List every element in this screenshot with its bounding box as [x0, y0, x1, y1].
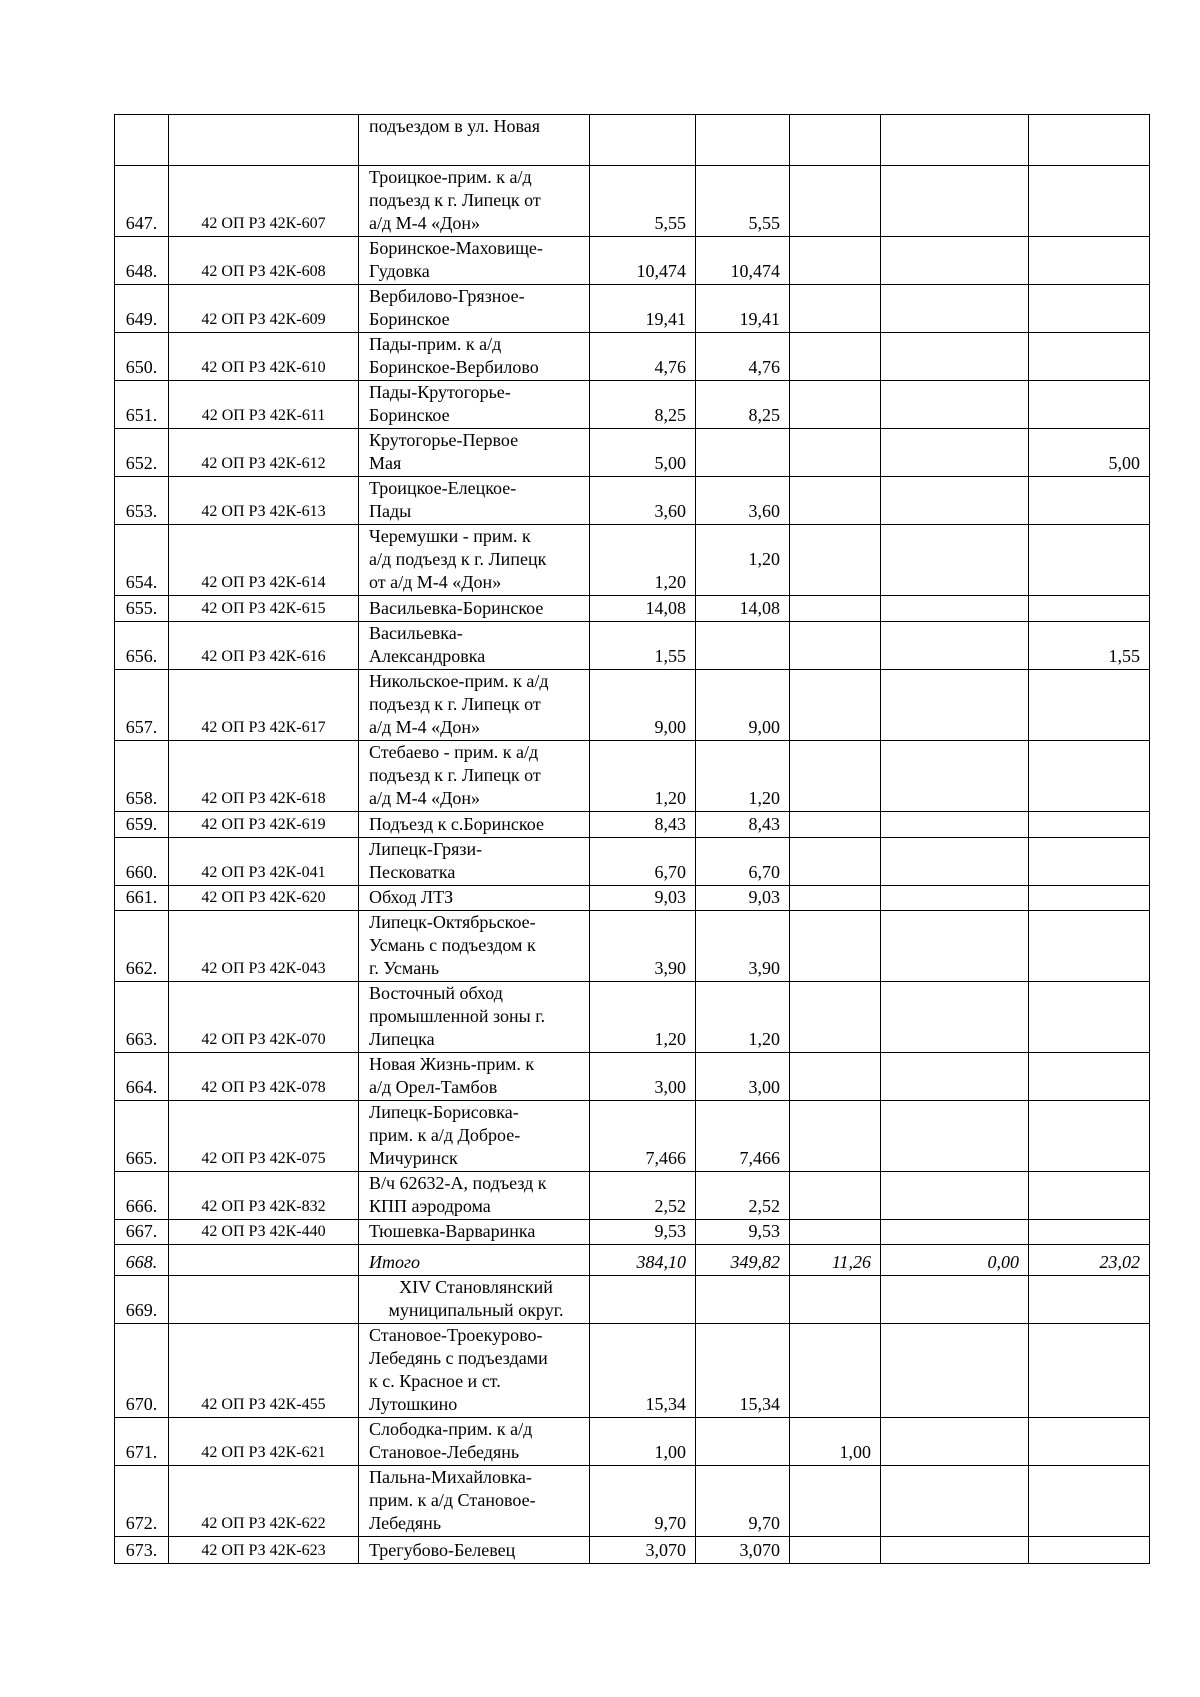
length-column-5-cell — [1029, 982, 1150, 1053]
length-column-5-cell — [1029, 1276, 1150, 1324]
row-number-cell: 656. — [115, 622, 169, 670]
length-column-2-cell: 1,20 — [696, 525, 790, 596]
length-column-2-cell: 15,34 — [696, 1324, 790, 1418]
road-name-cell: Стебаево - прим. к а/д подъезд к г. Липецк от а/д М-4 «Дон» — [359, 741, 590, 812]
length-column-3-cell — [790, 381, 881, 429]
row-number-cell: 673. — [115, 1537, 169, 1564]
length-column-4-cell — [881, 1220, 1029, 1245]
length-total-cell: 5,00 — [590, 429, 696, 477]
length-total-cell: 4,76 — [590, 333, 696, 381]
length-column-2-cell: 1,20 — [696, 982, 790, 1053]
length-column-5-cell — [1029, 115, 1150, 166]
length-column-3-cell — [790, 812, 881, 838]
length-column-2-cell: 2,52 — [696, 1172, 790, 1220]
table-row — [115, 622, 1150, 670]
length-total-cell: 7,466 — [590, 1101, 696, 1172]
length-column-5-cell — [1029, 285, 1150, 333]
road-name-cell: Троицкое-прим. к а/д подъезд к г. Липецк от а/д М-4 «Дон» — [359, 166, 590, 237]
length-total-cell: 384,10 — [590, 1245, 696, 1276]
length-total-cell: 1,20 — [590, 982, 696, 1053]
road-name-cell: Восточный обход промышленной зоны г. Липецка — [359, 982, 590, 1053]
road-id-code-cell: 42 ОП РЗ 42К-041 — [169, 838, 359, 886]
length-column-3-cell — [790, 285, 881, 333]
length-column-3-cell — [790, 429, 881, 477]
length-column-3-cell — [790, 911, 881, 982]
length-column-3-cell — [790, 1220, 881, 1245]
length-total-cell: 6,70 — [590, 838, 696, 886]
length-column-4-cell — [881, 838, 1029, 886]
length-column-4-cell — [881, 982, 1029, 1053]
row-number-cell: 672. — [115, 1466, 169, 1537]
row-number-cell: 652. — [115, 429, 169, 477]
road-name-cell: Боринское-Маховище- Гудовка — [359, 237, 590, 285]
table-row — [115, 285, 1150, 333]
length-column-3-cell — [790, 525, 881, 596]
length-column-3-cell — [790, 1053, 881, 1101]
road-name-cell: Новая Жизнь-прим. к а/д Орел-Тамбов — [359, 1053, 590, 1101]
length-column-5-cell — [1029, 477, 1150, 525]
length-column-3-cell — [790, 166, 881, 237]
length-total-cell: 14,08 — [590, 596, 696, 622]
road-name-cell: Пады-прим. к а/д Боринское-Вербилово — [359, 333, 590, 381]
length-column-2-cell: 6,70 — [696, 838, 790, 886]
length-total-cell: 1,20 — [590, 525, 696, 596]
road-id-code-cell: 42 ОП РЗ 42К-616 — [169, 622, 359, 670]
length-column-3-cell — [790, 1537, 881, 1564]
length-column-4-cell — [881, 429, 1029, 477]
length-column-4-cell — [881, 1276, 1029, 1324]
length-column-4-cell — [881, 1418, 1029, 1466]
table-row — [115, 1245, 1150, 1276]
road-id-code-cell: 42 ОП РЗ 42К-621 — [169, 1418, 359, 1466]
row-number-cell: 664. — [115, 1053, 169, 1101]
length-total-cell — [590, 1276, 696, 1324]
road-id-code-cell: 42 ОП РЗ 42К-614 — [169, 525, 359, 596]
length-column-5-cell: 5,00 — [1029, 429, 1150, 477]
row-number-cell: 669. — [115, 1276, 169, 1324]
table-row — [115, 1276, 1150, 1324]
length-column-4-cell — [881, 1466, 1029, 1537]
road-name-cell: Троицкое-Елецкое- Пады — [359, 477, 590, 525]
table-row — [115, 381, 1150, 429]
road-id-code-cell: 42 ОП РЗ 42К-618 — [169, 741, 359, 812]
length-total-cell: 3,60 — [590, 477, 696, 525]
road-id-code-cell: 42 ОП РЗ 42К-610 — [169, 333, 359, 381]
row-number-cell: 661. — [115, 886, 169, 911]
length-column-5-cell — [1029, 1053, 1150, 1101]
length-column-3-cell — [790, 237, 881, 285]
length-total-cell: 19,41 — [590, 285, 696, 333]
road-id-code-cell: 42 ОП РЗ 42К-607 — [169, 166, 359, 237]
table-row — [115, 166, 1150, 237]
length-column-4-cell — [881, 670, 1029, 741]
length-column-2-cell: 9,00 — [696, 670, 790, 741]
length-column-5-cell — [1029, 1466, 1150, 1537]
length-total-cell: 9,70 — [590, 1466, 696, 1537]
road-name-cell: Пальна-Михайловка- прим. к а/д Становое- Лебедянь — [359, 1466, 590, 1537]
road-name-cell: Подъезд к с.Боринское — [359, 812, 590, 838]
length-column-4-cell — [881, 237, 1029, 285]
table-row — [115, 1053, 1150, 1101]
road-name-cell: Черемушки - прим. к а/д подъезд к г. Липецк от а/д М-4 «Дон» — [359, 525, 590, 596]
length-total-cell: 3,90 — [590, 911, 696, 982]
row-number-cell: 651. — [115, 381, 169, 429]
length-column-4-cell — [881, 741, 1029, 812]
road-name-cell: Липецк-Грязи- Песковатка — [359, 838, 590, 886]
length-column-3-cell — [790, 1172, 881, 1220]
table-row — [115, 1220, 1150, 1245]
row-number-cell: 660. — [115, 838, 169, 886]
length-column-5-cell — [1029, 237, 1150, 285]
length-column-3-cell — [790, 670, 881, 741]
road-id-code-cell: 42 ОП РЗ 42К-608 — [169, 237, 359, 285]
road-id-code-cell: 42 ОП РЗ 42К-078 — [169, 1053, 359, 1101]
length-column-4-cell — [881, 596, 1029, 622]
length-column-2-cell: 8,25 — [696, 381, 790, 429]
length-column-3-cell — [790, 1324, 881, 1418]
length-column-5-cell — [1029, 1220, 1150, 1245]
road-id-code-cell: 42 ОП РЗ 42К-043 — [169, 911, 359, 982]
road-name-cell: Крутогорье-Первое Мая — [359, 429, 590, 477]
length-column-2-cell — [696, 622, 790, 670]
length-column-3-cell: 11,26 — [790, 1245, 881, 1276]
row-number-cell: 663. — [115, 982, 169, 1053]
road-name-cell: Липецк-Октябрьское- Усмань с подъездом к г. Усмань — [359, 911, 590, 982]
table-row — [115, 886, 1150, 911]
road-name-cell: Итого — [359, 1245, 590, 1276]
row-number-cell: 662. — [115, 911, 169, 982]
road-name-cell: Никольское-прим. к а/д подъезд к г. Липецк от а/д М-4 «Дон» — [359, 670, 590, 741]
length-column-2-cell — [696, 429, 790, 477]
row-number-cell: 655. — [115, 596, 169, 622]
road-name-cell: Слободка-прим. к а/д Становое-Лебедянь — [359, 1418, 590, 1466]
length-total-cell: 9,03 — [590, 886, 696, 911]
length-column-3-cell: 1,00 — [790, 1418, 881, 1466]
length-column-5-cell — [1029, 741, 1150, 812]
length-column-4-cell — [881, 477, 1029, 525]
row-number-cell: 668. — [115, 1245, 169, 1276]
row-number-cell: 650. — [115, 333, 169, 381]
road-name-cell: Васильевка- Александровка — [359, 622, 590, 670]
table-row — [115, 333, 1150, 381]
road-name-cell: Васильевка-Боринское — [359, 596, 590, 622]
length-column-3-cell — [790, 741, 881, 812]
road-id-code-cell: 42 ОП РЗ 42К-070 — [169, 982, 359, 1053]
length-total-cell: 9,00 — [590, 670, 696, 741]
length-column-2-cell: 1,20 — [696, 741, 790, 812]
road-id-code-cell: 42 ОП РЗ 42К-615 — [169, 596, 359, 622]
length-column-4-cell — [881, 115, 1029, 166]
table-row — [115, 1537, 1150, 1564]
length-total-cell — [590, 115, 696, 166]
table-row — [115, 115, 1150, 166]
length-total-cell: 1,00 — [590, 1418, 696, 1466]
length-column-3-cell — [790, 115, 881, 166]
length-column-5-cell — [1029, 1418, 1150, 1466]
road-name-cell: Становое-Троекурово- Лебедянь с подъездами к с. Красное и ст. Лутошкино — [359, 1324, 590, 1418]
length-column-5-cell — [1029, 596, 1150, 622]
road-id-code-cell: 42 ОП РЗ 42К-609 — [169, 285, 359, 333]
row-number-cell: 647. — [115, 166, 169, 237]
length-column-2-cell: 9,53 — [696, 1220, 790, 1245]
length-column-2-cell: 7,466 — [696, 1101, 790, 1172]
length-column-5-cell — [1029, 1324, 1150, 1418]
length-column-5-cell: 1,55 — [1029, 622, 1150, 670]
length-column-2-cell: 14,08 — [696, 596, 790, 622]
length-column-5-cell — [1029, 166, 1150, 237]
roads-table — [114, 114, 1150, 1564]
length-column-2-cell: 9,03 — [696, 886, 790, 911]
table-row — [115, 911, 1150, 982]
length-column-4-cell: 0,00 — [881, 1245, 1029, 1276]
table-row — [115, 1101, 1150, 1172]
length-total-cell: 15,34 — [590, 1324, 696, 1418]
length-column-2-cell: 3,00 — [696, 1053, 790, 1101]
table-row — [115, 812, 1150, 838]
length-column-2-cell: 349,82 — [696, 1245, 790, 1276]
row-number-cell: 658. — [115, 741, 169, 812]
row-number-cell: 653. — [115, 477, 169, 525]
road-id-code-cell: 42 ОП РЗ 42К-617 — [169, 670, 359, 741]
road-name-cell: XIV Становлянский муниципальный округ. — [359, 1276, 590, 1324]
length-column-3-cell — [790, 622, 881, 670]
length-column-4-cell — [881, 285, 1029, 333]
length-column-4-cell — [881, 1053, 1029, 1101]
road-id-code-cell — [169, 1276, 359, 1324]
length-column-4-cell — [881, 1537, 1029, 1564]
table-row — [115, 670, 1150, 741]
length-column-2-cell: 9,70 — [696, 1466, 790, 1537]
row-number-cell: 665. — [115, 1101, 169, 1172]
length-total-cell: 3,00 — [590, 1053, 696, 1101]
road-id-code-cell: 42 ОП РЗ 42К-623 — [169, 1537, 359, 1564]
table-row — [115, 596, 1150, 622]
row-number-cell: 654. — [115, 525, 169, 596]
length-column-3-cell — [790, 1276, 881, 1324]
table-row — [115, 237, 1150, 285]
table-row — [115, 477, 1150, 525]
road-id-code-cell: 42 ОП РЗ 42К-620 — [169, 886, 359, 911]
length-total-cell: 1,20 — [590, 741, 696, 812]
road-name-cell: В/ч 62632-А, подъезд к КПП аэродрома — [359, 1172, 590, 1220]
length-column-5-cell — [1029, 838, 1150, 886]
road-id-code-cell — [169, 1245, 359, 1276]
length-column-4-cell — [881, 525, 1029, 596]
length-column-2-cell: 3,90 — [696, 911, 790, 982]
row-number-cell: 666. — [115, 1172, 169, 1220]
length-column-2-cell: 5,55 — [696, 166, 790, 237]
length-column-5-cell — [1029, 525, 1150, 596]
length-column-4-cell — [881, 886, 1029, 911]
row-number-cell: 671. — [115, 1418, 169, 1466]
length-total-cell: 5,55 — [590, 166, 696, 237]
road-name-cell: подъездом в ул. Новая — [359, 115, 590, 166]
length-column-2-cell — [696, 1276, 790, 1324]
row-number-cell — [115, 115, 169, 166]
road-id-code-cell: 42 ОП РЗ 42К-440 — [169, 1220, 359, 1245]
road-name-cell: Вербилово-Грязное- Боринское — [359, 285, 590, 333]
row-number-cell: 667. — [115, 1220, 169, 1245]
length-column-5-cell — [1029, 1101, 1150, 1172]
road-id-code-cell: 42 ОП РЗ 42К-455 — [169, 1324, 359, 1418]
table-row — [115, 525, 1150, 596]
length-column-5-cell — [1029, 886, 1150, 911]
length-column-5-cell — [1029, 333, 1150, 381]
road-id-code-cell: 42 ОП РЗ 42К-612 — [169, 429, 359, 477]
table-body — [115, 115, 1150, 1564]
length-column-5-cell: 23,02 — [1029, 1245, 1150, 1276]
road-id-code-cell — [169, 115, 359, 166]
length-column-4-cell — [881, 166, 1029, 237]
road-id-code-cell: 42 ОП РЗ 42К-622 — [169, 1466, 359, 1537]
table-row — [115, 1324, 1150, 1418]
length-column-4-cell — [881, 381, 1029, 429]
length-column-4-cell — [881, 622, 1029, 670]
length-column-3-cell — [790, 838, 881, 886]
length-column-5-cell — [1029, 911, 1150, 982]
road-name-cell: Тюшевка-Варваринка — [359, 1220, 590, 1245]
length-column-5-cell — [1029, 812, 1150, 838]
length-column-2-cell: 19,41 — [696, 285, 790, 333]
table-row — [115, 1172, 1150, 1220]
length-column-3-cell — [790, 1466, 881, 1537]
length-total-cell: 9,53 — [590, 1220, 696, 1245]
length-column-3-cell — [790, 1101, 881, 1172]
length-total-cell: 8,43 — [590, 812, 696, 838]
length-column-2-cell — [696, 115, 790, 166]
road-id-code-cell: 42 ОП РЗ 42К-611 — [169, 381, 359, 429]
row-number-cell: 659. — [115, 812, 169, 838]
table-row — [115, 429, 1150, 477]
road-id-code-cell: 42 ОП РЗ 42К-613 — [169, 477, 359, 525]
length-column-2-cell — [696, 1418, 790, 1466]
road-id-code-cell: 42 ОП РЗ 42К-832 — [169, 1172, 359, 1220]
length-column-3-cell — [790, 886, 881, 911]
length-column-2-cell: 10,474 — [696, 237, 790, 285]
length-column-3-cell — [790, 333, 881, 381]
road-name-cell: Пады-Крутогорье- Боринское — [359, 381, 590, 429]
length-column-4-cell — [881, 1324, 1029, 1418]
length-column-2-cell: 4,76 — [696, 333, 790, 381]
length-column-2-cell: 3,60 — [696, 477, 790, 525]
length-column-4-cell — [881, 911, 1029, 982]
length-column-4-cell — [881, 812, 1029, 838]
length-total-cell: 3,070 — [590, 1537, 696, 1564]
length-column-4-cell — [881, 333, 1029, 381]
road-id-code-cell: 42 ОП РЗ 42К-619 — [169, 812, 359, 838]
length-column-2-cell: 8,43 — [696, 812, 790, 838]
length-column-3-cell — [790, 477, 881, 525]
length-total-cell: 8,25 — [590, 381, 696, 429]
table-row — [115, 838, 1150, 886]
length-total-cell: 2,52 — [590, 1172, 696, 1220]
length-column-5-cell — [1029, 381, 1150, 429]
length-column-5-cell — [1029, 1537, 1150, 1564]
table-row — [115, 1466, 1150, 1537]
length-column-3-cell — [790, 596, 881, 622]
row-number-cell: 670. — [115, 1324, 169, 1418]
length-total-cell: 1,55 — [590, 622, 696, 670]
road-name-cell: Обход ЛТЗ — [359, 886, 590, 911]
row-number-cell: 648. — [115, 237, 169, 285]
road-name-cell: Трегубово-Белевец — [359, 1537, 590, 1564]
table-row — [115, 741, 1150, 812]
length-column-5-cell — [1029, 1172, 1150, 1220]
road-name-cell: Липецк-Борисовка- прим. к а/д Доброе- Мичуринск — [359, 1101, 590, 1172]
row-number-cell: 649. — [115, 285, 169, 333]
length-column-4-cell — [881, 1101, 1029, 1172]
road-id-code-cell: 42 ОП РЗ 42К-075 — [169, 1101, 359, 1172]
row-number-cell: 657. — [115, 670, 169, 741]
length-column-2-cell: 3,070 — [696, 1537, 790, 1564]
length-column-4-cell — [881, 1172, 1029, 1220]
length-column-3-cell — [790, 982, 881, 1053]
length-column-5-cell — [1029, 670, 1150, 741]
table-row — [115, 1418, 1150, 1466]
table-row — [115, 982, 1150, 1053]
length-total-cell: 10,474 — [590, 237, 696, 285]
